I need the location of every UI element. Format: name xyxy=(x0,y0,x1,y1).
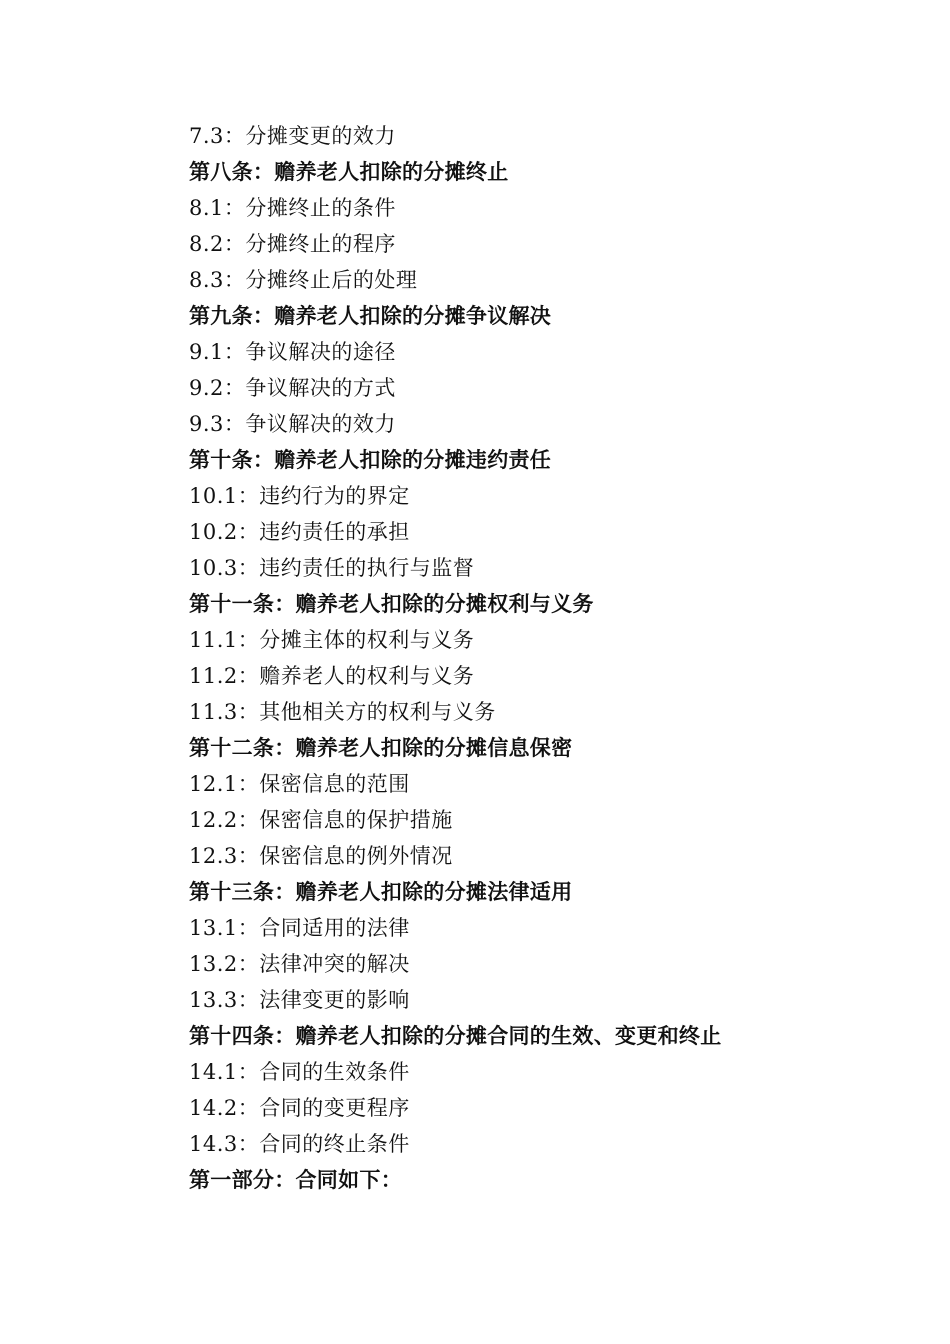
clause-11-1: 11.1：分摊主体的权利与义务 xyxy=(189,628,475,652)
article-13-heading: 第十三条：赡养老人扣除的分摊法律适用 xyxy=(189,880,573,904)
clause-8-2: 8.2：分摊终止的程序 xyxy=(189,232,396,256)
part-1-heading: 第一部分：合同如下： xyxy=(189,1168,402,1192)
document-body xyxy=(189,118,889,1198)
clause-10-3: 10.3：违约责任的执行与监督 xyxy=(189,556,475,580)
clause-8-1: 8.1：分摊终止的条件 xyxy=(189,196,396,220)
clause-13-3: 13.3：法律变更的影响 xyxy=(189,988,410,1012)
clause-9-1: 9.1：争议解决的途径 xyxy=(189,340,396,364)
clause-14-2: 14.2：合同的变更程序 xyxy=(189,1096,410,1120)
clause-12-2: 12.2：保密信息的保护措施 xyxy=(189,808,453,832)
clause-9-3: 9.3：争议解决的效力 xyxy=(189,412,396,436)
article-11-heading: 第十一条：赡养老人扣除的分摊权利与义务 xyxy=(189,592,594,616)
clause-10-2: 10.2：违约责任的承担 xyxy=(189,520,410,544)
clause-9-2: 9.2：争议解决的方式 xyxy=(189,376,396,400)
clause-14-3: 14.3：合同的终止条件 xyxy=(189,1132,410,1156)
article-9-heading: 第九条：赡养老人扣除的分摊争议解决 xyxy=(189,304,552,328)
clause-8-3: 8.3：分摊终止后的处理 xyxy=(189,268,418,292)
clause-13-2: 13.2：法律冲突的解决 xyxy=(189,952,410,976)
article-10-heading: 第十条：赡养老人扣除的分摊违约责任 xyxy=(189,448,552,472)
clause-13-1: 13.1：合同适用的法律 xyxy=(189,916,410,940)
clause-12-3: 12.3：保密信息的例外情况 xyxy=(189,844,453,868)
clause-14-1: 14.1：合同的生效条件 xyxy=(189,1060,410,1084)
clause-7-3: 7.3：分摊变更的效力 xyxy=(189,124,396,148)
article-12-heading: 第十二条：赡养老人扣除的分摊信息保密 xyxy=(189,736,573,760)
clause-12-1: 12.1：保密信息的范围 xyxy=(189,772,410,796)
clause-11-3: 11.3：其他相关方的权利与义务 xyxy=(189,700,496,724)
article-8-heading: 第八条：赡养老人扣除的分摊终止 xyxy=(189,160,509,184)
clause-11-2: 11.2：赡养老人的权利与义务 xyxy=(189,664,475,688)
clause-10-1: 10.1：违约行为的界定 xyxy=(189,484,410,508)
article-14-heading: 第十四条：赡养老人扣除的分摊合同的生效、变更和终止 xyxy=(189,1024,722,1048)
